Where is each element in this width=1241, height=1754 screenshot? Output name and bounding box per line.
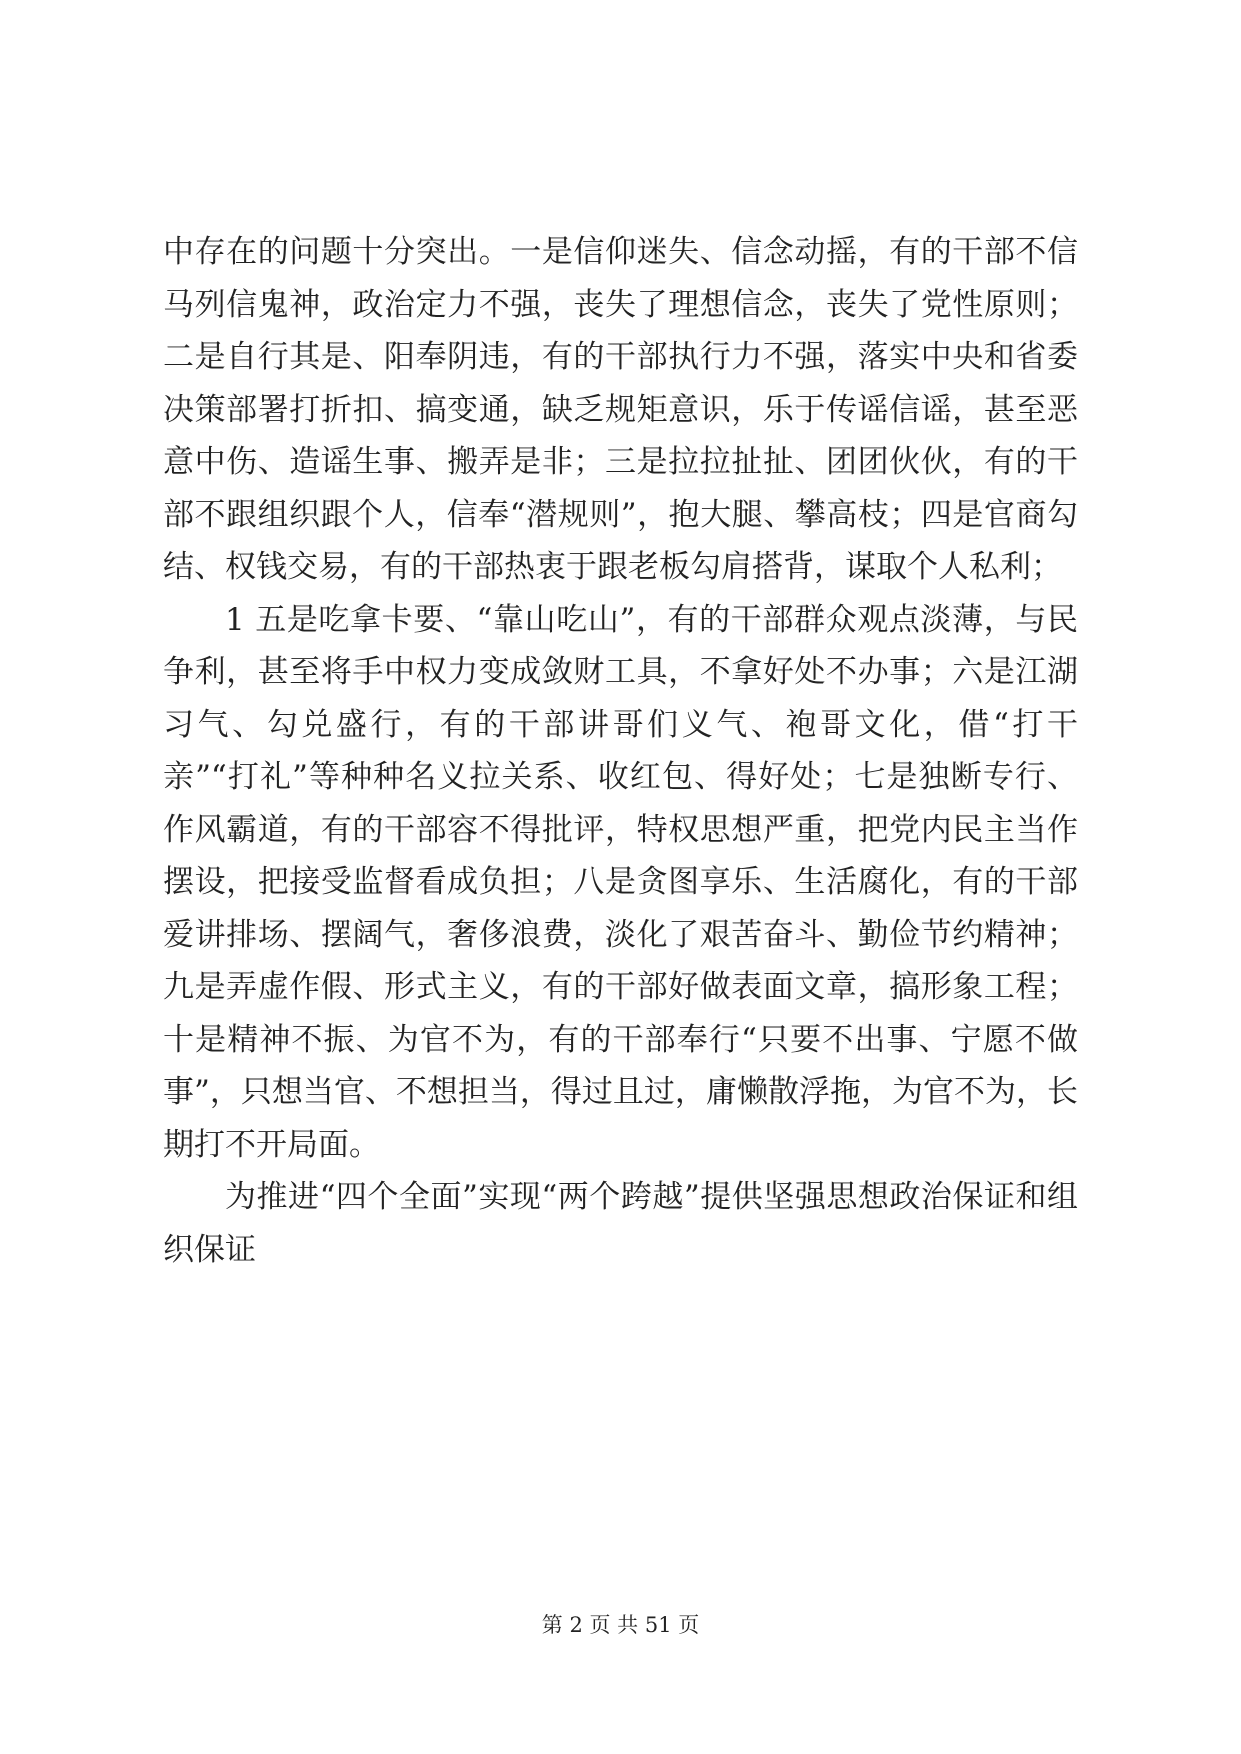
- page-number-label: 第 2 页 共 51 页: [541, 1613, 700, 1637]
- paragraph-2: 1 五是吃拿卡要、“靠山吃山”，有的干部群众观点淡薄，与民争利，甚至将手中权力变成敛财工具，不拿好处不办事；六是江湖习气、勾兑盛行，有的干部讲哥们义气、袍哥文化，借“打干亲”“打礼”等种种名义拉关系、收红包、得好处；七是独断专行、作风霸道，有的干部容不得批评，特权思想严重，把党内民主当作摆设，把接受监督看成负担；八是贪图享乐、生活腐化，有的干部爱讲排场、摆阔气，奢侈浪费，淡化了艰苦奋斗、勤俭节约精神；九是弄虚作假、形式主义，有的干部好做表面文章，搞形象工程；十是精神不振、为官不为，有的干部奉行“只要不出事、宁愿不做事”，只想当官、不想担当，得过且过，庸懒散浮拖，为官不为，长期打不开局面。: [163, 601, 1078, 1163]
- page-footer: [0, 1609, 1241, 1639]
- document-body: [163, 226, 1078, 1276]
- paragraph-3: 为推进“四个全面”实现“两个跨越”提供坚强思想政治保证和组织保证: [163, 1179, 1078, 1268]
- paragraph-1: 中存在的问题十分突出。一是信仰迷失、信念动摇，有的干部不信马列信鬼神，政治定力不强，丧失了理想信念，丧失了党性原则；二是自行其是、阳奉阴违，有的干部执行力不强，落实中央和省委决策部署打折扣、搞变通，缺乏规矩意识，乐于传谣信谣，甚至恶意中伤、造谣生事、搬弄是非；三是拉拉扯扯、团团伙伙，有的干部不跟组织跟个人，信奉“潜规则”，抱大腿、攀高枝；四是官商勾结、权钱交易，有的干部热衷于跟老板勾肩搭背，谋取个人私利；: [163, 234, 1078, 585]
